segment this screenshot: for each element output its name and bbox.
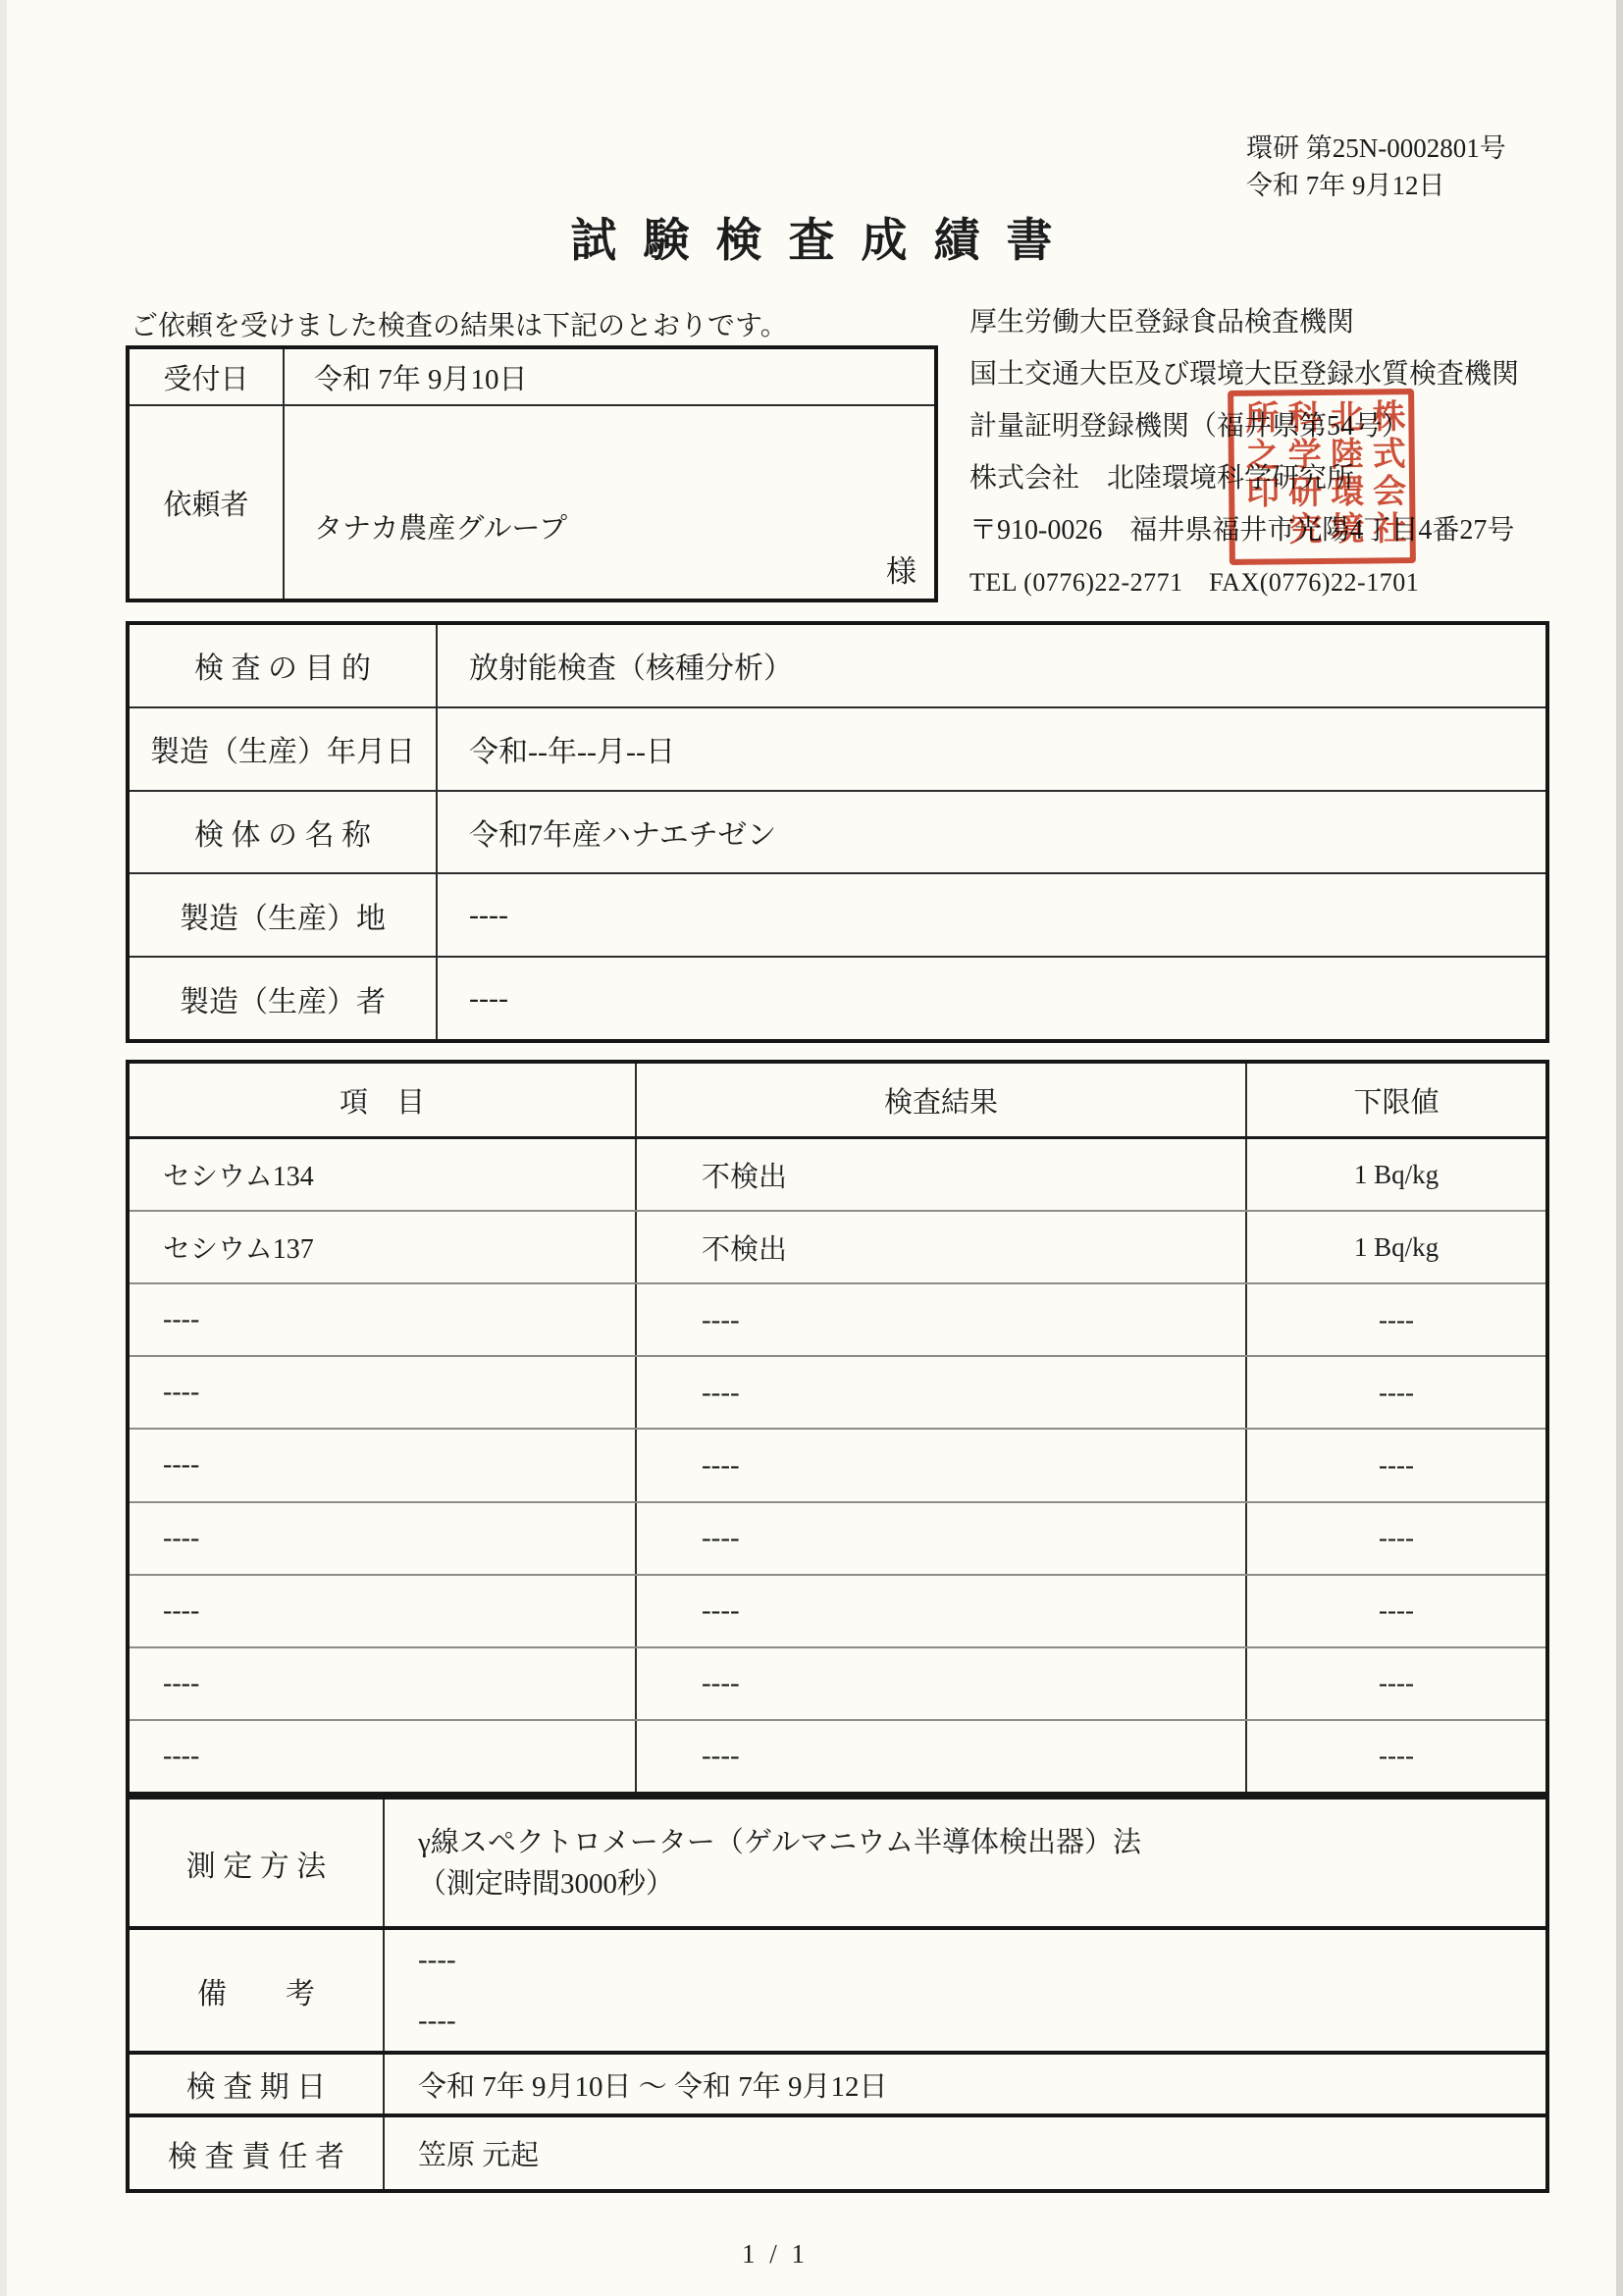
scan-edge-right xyxy=(1616,0,1623,2296)
result-item: セシウム134 xyxy=(130,1139,637,1210)
results-row-cesium137 xyxy=(130,1212,1545,1284)
result-item: ---- xyxy=(130,1284,637,1355)
result-value: 不検出 xyxy=(637,1139,1247,1210)
result-item: ---- xyxy=(130,1721,637,1792)
result-item: ---- xyxy=(130,1503,637,1574)
sample-purpose-label: 検 査 の 目 的 xyxy=(130,625,438,706)
issuer-cert-line-1: 厚生労働大臣登録食品検査機関 xyxy=(969,307,1355,338)
results-header-row xyxy=(130,1064,1545,1139)
result-item: ---- xyxy=(130,1430,637,1500)
results-row-empty xyxy=(130,1357,1545,1430)
inspector-label: 検 査 責 任 者 xyxy=(130,2117,385,2189)
result-limit: 1 Bq/kg xyxy=(1353,1231,1440,1262)
sample-row-production-place xyxy=(130,874,1545,958)
inspection-period-value: 令和 7年 9月10日 ～ 令和 7年 9月12日 xyxy=(418,2070,888,2103)
remarks-line-2: ---- xyxy=(418,2005,456,2036)
sample-info-table xyxy=(126,621,1549,1043)
client-honorific: 様 xyxy=(886,554,916,589)
page-number: 1 / 1 xyxy=(741,2239,809,2269)
sample-production-date-label: 製造（生産）年月日 xyxy=(130,708,438,790)
inspection-period-label: 検 査 期 日 xyxy=(130,2055,385,2113)
method-table xyxy=(126,1796,1549,2193)
result-limit: ---- xyxy=(1379,1741,1414,1771)
results-row-empty xyxy=(130,1576,1545,1648)
issue-date: 令和 7年 9月12日 xyxy=(1246,171,1445,200)
results-row-empty xyxy=(130,1430,1545,1502)
results-header-result: 検査結果 xyxy=(637,1064,1247,1136)
result-limit: ---- xyxy=(1379,1304,1414,1334)
method-value xyxy=(385,1800,1545,1926)
intro-text: ご依頼を受けました検査の結果は下記のとおりです。 xyxy=(131,311,788,341)
result-limit: 1 Bq/kg xyxy=(1353,1159,1440,1189)
issuer-cert-line-3: 計量証明登録機関（福井県第54号） xyxy=(969,411,1410,442)
sample-row-producer xyxy=(130,958,1545,1039)
results-row-cesium134 xyxy=(130,1139,1545,1212)
issuer-tel-fax: TEL (0776)22-2771 FAX(0776)22-1701 xyxy=(969,568,1420,597)
seal-column-4: 所之印 xyxy=(1239,399,1278,512)
result-item: ---- xyxy=(130,1648,637,1719)
client-label: 依頼者 xyxy=(130,406,285,599)
results-row-empty xyxy=(130,1503,1545,1576)
results-header-limit: 下限値 xyxy=(1353,1086,1440,1119)
sample-producer-value: ---- xyxy=(469,981,508,1015)
results-row-empty xyxy=(130,1721,1545,1792)
method-line-2: （測定時間3000秒） xyxy=(418,1867,675,1900)
page-title: 試験検査成績書 xyxy=(570,216,1079,267)
remarks-label: 備 考 xyxy=(130,1930,385,2051)
result-item: ---- xyxy=(130,1357,637,1428)
result-value: ---- xyxy=(637,1721,1247,1792)
result-limit: ---- xyxy=(1379,1595,1414,1626)
remarks-line-1: ---- xyxy=(418,1944,456,1975)
issuer-cert-line-2: 国土交通大臣及び環境大臣登録水質検査機関 xyxy=(969,359,1520,390)
results-row-empty xyxy=(130,1648,1545,1721)
result-item: セシウム137 xyxy=(130,1212,637,1282)
scan-edge-left xyxy=(0,0,7,2296)
client-row xyxy=(130,406,934,599)
method-line-1: γ線スペクトロメーター（ゲルマニウム半導体検出器）法 xyxy=(418,1826,1141,1858)
seal-column-3: 科学研究 xyxy=(1282,399,1321,549)
reception-table xyxy=(126,345,938,602)
result-value: ---- xyxy=(637,1430,1247,1500)
issuer-address: 〒910-0026 福井県福井市光陽4丁目4番27号 xyxy=(969,515,1515,546)
result-value: ---- xyxy=(637,1503,1247,1574)
sample-purpose-value: 放射能検査（核種分析） xyxy=(469,652,793,686)
result-limit: ---- xyxy=(1379,1523,1414,1553)
client-name: タナカ農産グループ xyxy=(314,513,568,545)
reception-date-label: 受付日 xyxy=(130,349,285,404)
result-limit: ---- xyxy=(1379,1449,1414,1480)
sample-row-name xyxy=(130,792,1545,875)
results-row-empty xyxy=(130,1284,1545,1357)
method-row xyxy=(130,1800,1545,1930)
results-header-item: 項 目 xyxy=(130,1064,637,1136)
issuer-company-name: 株式会社 北陸環境科学研究所 xyxy=(969,463,1355,494)
reception-date-row xyxy=(130,349,934,406)
inspector-name: 笠原 元起 xyxy=(418,2140,540,2171)
sample-production-date-value: 令和--年--月--日 xyxy=(469,736,675,769)
seal-column-2: 北陸環境 xyxy=(1324,398,1363,548)
result-item: ---- xyxy=(130,1576,637,1646)
result-value: ---- xyxy=(637,1576,1247,1646)
result-value: ---- xyxy=(637,1357,1247,1428)
remarks-value xyxy=(385,1930,1545,2051)
sample-name-value: 令和7年産ハナエチゼン xyxy=(469,818,777,852)
results-table xyxy=(126,1060,1549,1796)
result-limit: ---- xyxy=(1379,1377,1414,1407)
sample-row-purpose xyxy=(130,625,1545,708)
doc-number: 環研 第25N-0002801号 xyxy=(1246,133,1506,163)
inspector-row xyxy=(130,2117,1545,2189)
sample-row-production-date xyxy=(130,708,1545,792)
result-limit: ---- xyxy=(1379,1668,1414,1698)
remarks-row xyxy=(130,1930,1545,2055)
company-seal-stamp xyxy=(1228,389,1416,565)
method-label: 測 定 方 法 xyxy=(130,1800,385,1926)
inspection-period-row xyxy=(130,2055,1545,2117)
result-value: ---- xyxy=(637,1648,1247,1719)
sample-producer-label: 製造（生産）者 xyxy=(130,958,438,1039)
client-cell xyxy=(285,406,934,599)
result-value: 不検出 xyxy=(637,1212,1247,1282)
sample-production-place-label: 製造（生産）地 xyxy=(130,874,438,956)
doc-reference-block xyxy=(1246,130,1506,204)
reception-date-value: 令和 7年 9月10日 xyxy=(314,363,528,395)
sample-production-place-value: ---- xyxy=(469,898,508,931)
result-value: ---- xyxy=(637,1284,1247,1355)
sample-name-label: 検 体 の 名 称 xyxy=(130,792,438,873)
seal-column-1: 株式会社 xyxy=(1366,398,1405,548)
